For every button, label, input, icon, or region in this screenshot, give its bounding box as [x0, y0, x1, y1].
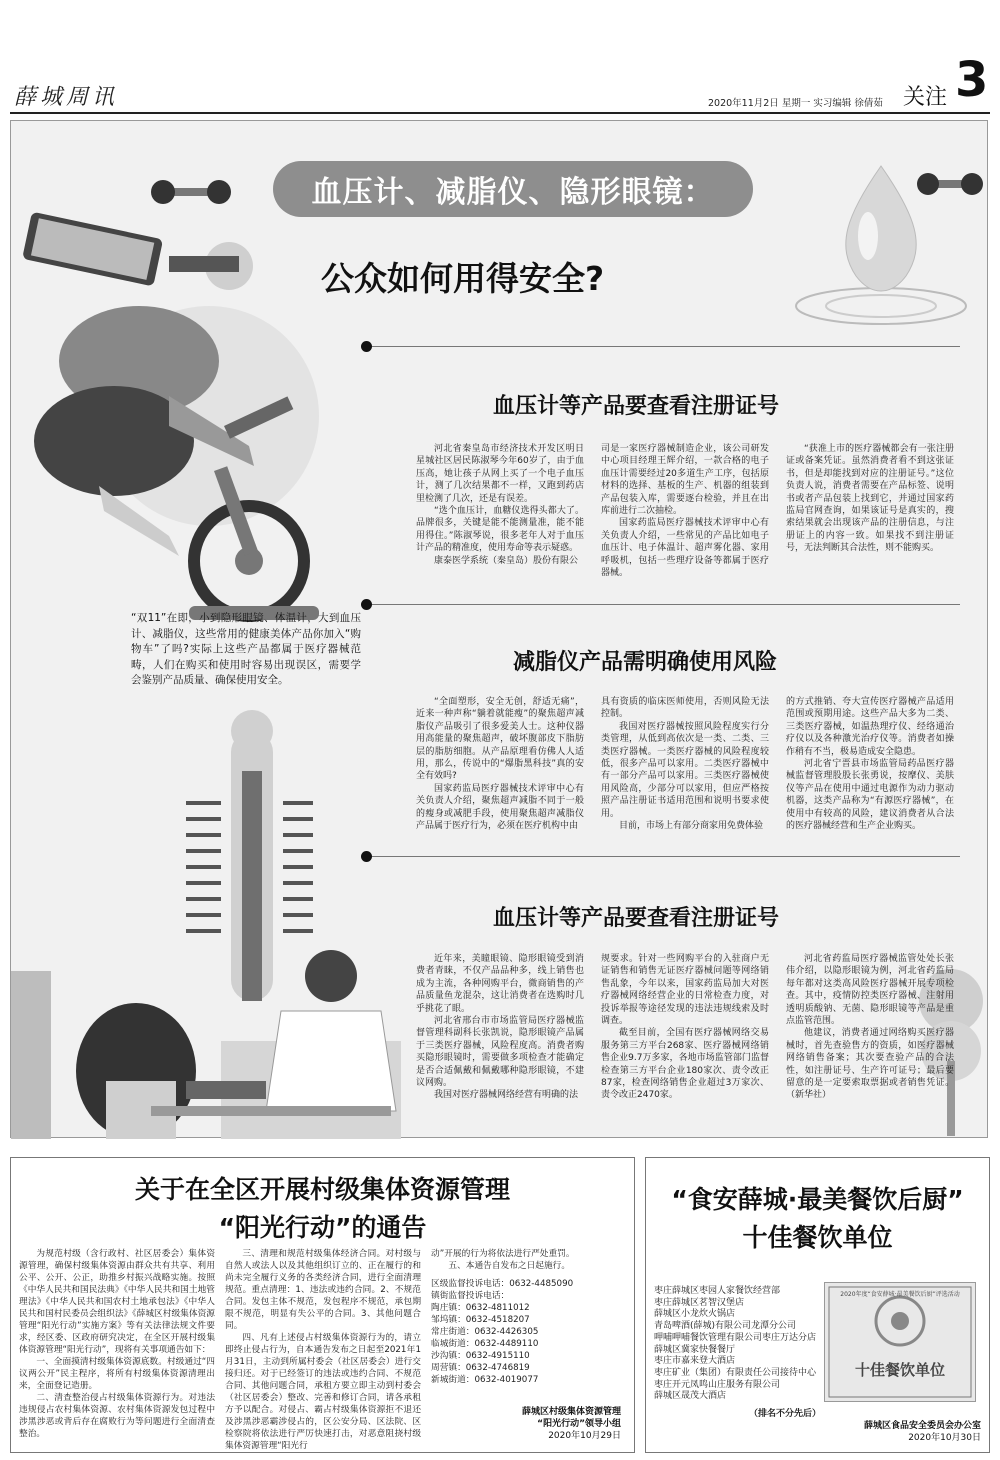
- list-item: 薛城区晟茂大酒店: [654, 1391, 727, 1402]
- notice-best-kitchen: [645, 1157, 990, 1453]
- restaurant-list: [654, 1286, 821, 1421]
- cyclist-illustration: [19, 236, 349, 626]
- feature-panel: [10, 120, 988, 1138]
- article-column: 具有资质的临床医师使用，否则风险无法控制。 我国对医疗器械按照风险程度实行分类管理，从低到高依次是一类、二类、三类医疗器械。一类医疗器械的风险程度较低，很多产品可以家用。二类医疗器械中有一部分产品可以家用。三类医疗器械使用风险高，少部分可以家用，但应严格按照产品注册证书适用范围和说明书要求使用。 目前，市场上有部分商家用免费体验: [601, 697, 769, 832]
- ranking-note: （排名不分先后）: [749, 1409, 822, 1420]
- dumbbell-illustration: [151, 176, 231, 216]
- notice-sunshine-action: [10, 1157, 635, 1453]
- article-column: 规要求。针对一些网购平台的入驻商户无证销售和销售无证医疗器械问题等网络销售乱象，今年以来，国家药监局加大对医疗器械网络经营企业的日常检查力度，对投诉举报等途径发现的违法违规线索及时调查。 截至目前，全国有医疗器械网络交易服务第三方平台268家、医疗器械网络销售企业9.7万多家，各地市场监管部门监督检查第三方平台企业180家次、责令改正87家，检查网络销售企业超过3万家次、责令改正2470家。: [601, 954, 769, 1101]
- notice-column: 三、清理和规范村级集体经济合同。对村级与自然人或法人以及其他组织订立的、正在履行的和尚未完全履行义务的各类经济合同，进行全面清理规范。重点清理：1、违法或违约合同。2、不规范合同。发包主体不规范，发包程序不规范，承包期限不规范，明显有失公平的合同。3、其他问题合同。 四、凡有上述侵占村级集体资源行为的，请立即终止侵占行为，自本通告发布之日起至2021年1月31日，主动到所属村委会（社区居委会）进行交接归还。对于已经签订的违法或违约合同、不规范合同、其他问题合同，承租方要立即主动到村委会（社区居委会）整改、完善和修订合同，请各承租方予以配合。对侵占、霸占村级集体资源拒不退还及涉黑涉恶霸涉侵占的，区公安分局、区法院、区检察院将依法进行严厉快速打击，对恶意阻挠村级集体资源管理“阳光行: [225, 1249, 421, 1451]
- section-name: 关注: [903, 85, 948, 110]
- article-column: 近年来，美瞳眼镜、隐形眼镜受到消费者青睐，不仅产品品种多，线上销售也成为主流，各种网购平台，微商销售的产品质量鱼龙混杂，这让消费者在选购时几乎挑花了眼。 河北省邢台市市场监管局医疗器械监督管理科副科长张凯说，隐形眼镜产品属于三类医疗器械，风险程度高。消费者购买隐形眼镜时，需要做多项检查才能确定是否合适佩戴和佩戴哪种隐形眼镜，不建议网购。 我国对医疗器械网络经营有明确的法: [416, 954, 584, 1101]
- article-column: 的方式推销、夸大宣传医疗器械产品适用范围或预期用途。这些产品大多为二类、三类医疗器械，如温热理疗仪、经络通治疗仪以及各种激光治疗仪等。消费者如操作稍有不当，极易造成安全隐患。 河北省宁晋县市场监管局药品医疗器械监督管理股股长张勇说，按摩仪、美肤仪等产品在使用中通过电源作为动力驱动机器，这类产品称为“有源医疗器械”，在使用中有较高的风险，建议消费者从合法的医疗器械经营和生产企业购买。: [786, 697, 954, 832]
- notice-column: 为规范村级（含行政村、社区居委会）集体资源管理，确保村级集体资源由群众共有共享、利用公平、公开、公正，助推乡村振兴战略实施。按照《中华人民共和国民法典》《中华人民共和国土地管理法》《中华人民共和国农村土地承包法》《中华人民共和国村民委员会组织法》《薛城区村级集体资源管理“阳光行动”实施方案》等有关法律法规文件要求，经区委、区政府研究决定，在全区开展村级集体资源管理“阳光行动”，现将有关事项通告如下： 一、全面摸清村级集体资源底数。村级通过“四议两公开”民主程序，将所有村级集体资源清理出来，全面登记造册。 二、清查整治侵占村级集体资源行为。对违法违规侵占农村集体资源、农村集体资源发包过程中涉黑涉恶或背后存在腐败行为等问题进行全面清查整治。: [19, 1249, 215, 1439]
- plaque-ring-text: 2020年度“食安薛城·最美餐饮后厨”评选活动: [840, 1291, 960, 1298]
- notice-title: “食安薛城·最美餐饮后厨”: [671, 1185, 964, 1214]
- article-column: 河北省秦皇岛市经济技术开发区明日星城社区居民陈淑琴今年60岁了，由于血压高，她让孩子从网上买了一个电子血压计，测了几次结果都不一样，又跑到药店里检测了几次，还是有误差。 “选个血压计，血糖仪选得头都大了。品牌很多，关键是能不能测量准，能不能用得住。”陈淑琴说，很多老年人对于血压计产品的精准度，使用寿命等表示疑惑。 康泰医学系统（秦皇岛）股份有限公: [416, 444, 584, 566]
- award-plaque: [824, 1282, 976, 1402]
- plaque-emblem: [825, 1283, 975, 1401]
- water-drop-illustration: [786, 146, 976, 336]
- section-rule: [372, 856, 960, 857]
- notice-title: 十佳餐饮单位: [742, 1223, 893, 1252]
- section-rule: [372, 346, 960, 347]
- section-title: 血压计等产品要查看注册证号: [493, 394, 780, 419]
- article-column: “全面塑形，安全无创，舒适无痛”，近来一种声称“躺着就能瘦”的聚焦超声减脂仪产品吸引了很多爱美人士。这种仪器用高能量的聚焦超声，破坏腹部皮下脂肪层的脂肪细胞。从产品原理看仿佛人人适用，那么，传说中的“爆脂黑科技”真的安全有效吗? 国家药监局医疗器械技术评审中心有关负责人介绍，聚焦超声减脂不同于一般的瘦身或减肥手段，使用聚焦超声减脂仪产品属于医疗行为，必须在医疗机构中由: [416, 697, 584, 832]
- list-item: 枣庄市嘉来登大酒店: [654, 1356, 736, 1367]
- masthead-logo: 薛城周讯: [14, 85, 119, 110]
- list-item: 枣庄开元凤鸣山庄服务有限公司: [654, 1379, 781, 1390]
- notice-title: 关于在全区开展村级集体资源管理: [134, 1175, 510, 1204]
- section-bullet: [361, 851, 372, 862]
- section-title: 减脂仪产品需明确使用风险: [513, 650, 778, 675]
- plaque-title: 十佳餐饮单位: [854, 1361, 945, 1379]
- feature-headline: 公众如何用得安全?: [321, 259, 605, 298]
- masthead-rule: [10, 112, 990, 114]
- feature-intro-caption: “双11”在即，小到隐形眼镜、体温计，大到血压计、减脂仪，这些常用的健康美体产品你加入“购物车”了吗?实际上这些产品都属于医疗器械范畴，人们在购买和使用时容易出现误区，需要学会鉴别产品质量、确保使用安全。: [131, 612, 361, 686]
- list-item: 薛城区小龙炊火锅店: [654, 1309, 736, 1320]
- article-column: 司是一家医疗器械制造企业，该公司研发中心项目经理王辉介绍，一款合格的电子血压计需要经过20多道生产工序，包括原材料的选择、基板的生产、机器的组装到产品包装入库，需要逐台检验，并且在出库前进行二次抽检。 国家药监局医疗器械技术评审中心有关负责人介绍，一些常见的产品比如电子血压计、电子体温计、超声雾化器、家用呼吸机，包括一些理疗设备等都属于医疗器械。: [601, 444, 769, 579]
- section-title: 血压计等产品要查看注册证号: [493, 906, 780, 931]
- notice-column: 动”开展的行为将依法进行严处重罚。 五、本通告自发布之日起施行。 区级监督投诉电话：0632-4485090 镇街监督投诉电话： 陶庄镇：0632-4811012 邹坞镇：0632-4518207 常庄街道：0632-4426305 临城街道：0632-4489110 沙沟镇：0632-4915110 周营镇：0632-4746819 新城街道：0632-4019077: [431, 1249, 575, 1385]
- article-column: 河北省药监局医疗器械监管处处长张伟介绍，以隐形眼镜为例，河北省药监局每年都对这类高风险医疗器械开展专项检查。其中，疫情防控类医疗器械、注射用透明质酸钠、无菌、隐形眼镜等产品是重点监管范围。 他建议，消费者通过网络购买医疗器械时，首先查验售方的资质，如医疗器械网络销售备案；其次要查验产品的合法性，如注册证号、生产许可证号；最后要留意的是一定要索取票据或者销售凭证。 （新华社）: [786, 954, 954, 1101]
- list-item: 枣庄矿业（集团）有限责任公司接待中心: [654, 1367, 817, 1378]
- list-item: 枣庄薛城区茗智汉堡店: [654, 1297, 745, 1308]
- feature-banner: 血压计、减脂仪、隐形眼镜：: [273, 161, 753, 217]
- list-item: 呷哺呷哺餐饮管理有限公司枣庄万达分店: [654, 1332, 817, 1343]
- list-item: 薛城区冀家快餐餐厅: [654, 1344, 736, 1355]
- list-item: 枣庄薛城区枣园人家餐饮经营部: [654, 1286, 781, 1296]
- notice-signature: 薛城区食品安全委员会办公室 2020年10月30日: [863, 1421, 981, 1443]
- section-bullet: [361, 599, 372, 610]
- section-bullet: [361, 341, 372, 352]
- masthead-date-editor: 2020年11月2日 星期一 实习编辑 徐倩茹: [708, 98, 883, 109]
- section-rule: [372, 604, 960, 605]
- article-column: “获准上市的医疗器械都会有一张注册证或备案凭证。虽然消费者看不到这张证书，但是却能找到对应的注册证号。”这位负责人说，消费者需要在产品标签、说明书或者产品包装上找到它，并通过国家药监局官网查询，如果该证号是真实的，搜索结果就会出现该产品的注册信息，与注册证上的内容一致。如果找不到注册证号，无法判断其合法性，则不能购买。: [786, 444, 954, 554]
- blood-pressure-scene-illustration: [11, 931, 421, 1139]
- list-item: 青岛啤酒(薛城)有限公司龙潭分公司: [654, 1321, 797, 1332]
- notice-signature: 薛城区村级集体资源管理 “阳光行动”领导小组 2020年10月29日: [521, 1407, 621, 1441]
- page-number: 3: [955, 52, 989, 108]
- notice-title: “阳光行动”的通告: [218, 1213, 427, 1242]
